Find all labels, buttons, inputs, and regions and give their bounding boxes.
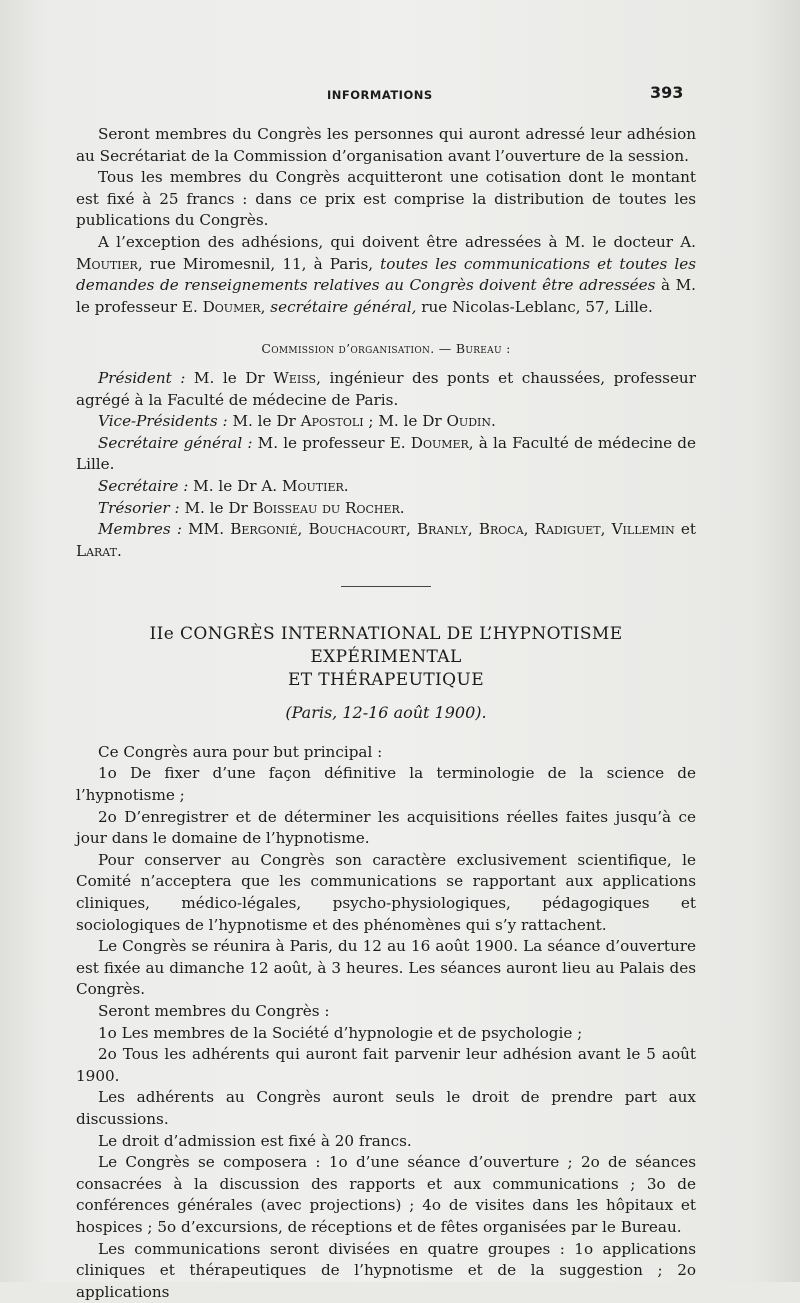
role-label: Président : xyxy=(98,368,186,387)
intro-paragraph-1: Seront membres du Congrès les personnes qui auront adressé leur adhésion au Secrétariat de la Commission d’organisation avant l’ouverture de la session. xyxy=(76,125,696,165)
section-divider xyxy=(341,586,431,587)
congress-paragraph: Seront membres du Congrès : xyxy=(98,1002,330,1020)
person-name: E. Doumer, xyxy=(389,433,474,452)
person-name: Larat. xyxy=(76,541,122,560)
bureau-label: Bureau : xyxy=(451,341,511,357)
text-run: M. le Dr xyxy=(185,368,274,387)
congress-title-line-2: ET THÉRAPEUTIQUE xyxy=(287,670,485,691)
header-title: INFORMATIONS xyxy=(327,88,433,102)
bureau-president xyxy=(76,368,696,411)
congress-paragraph: 1o De fixer d’une façon définitive la terminologie de la science de l’hypnotisme ; xyxy=(76,764,696,805)
text-run: M. le Dr xyxy=(179,498,253,517)
text-run: A l’exception des adhésions, qui doivent être adressées à M. le docteur xyxy=(98,232,673,251)
text-run: rue Nicolas-Leblanc, 57, Lille. xyxy=(416,297,653,316)
bureau-heading xyxy=(76,338,696,360)
text-run: M. le Dr xyxy=(227,412,301,431)
text-run: et xyxy=(674,520,697,539)
text-run: à la Faculté de médecine de Lille. xyxy=(76,433,696,474)
congress-paragraph: 1o Les membres de la Société d’hypnologie et de psychologie ; xyxy=(98,1023,583,1042)
role-label: Trésorier : xyxy=(98,498,180,517)
person-name: Apostoli xyxy=(300,412,364,431)
congress-subtitle: (Paris, 12-16 août 1900). xyxy=(285,703,487,723)
commission-label: Commission d’organisation. — xyxy=(261,341,452,357)
person-names: Bergonié, Bouchacourt, Branly, Broca, Radiguet, Villemin xyxy=(230,520,675,539)
person-name: A. Moutier. xyxy=(261,476,349,495)
bureau-members xyxy=(76,519,696,562)
text-run: M. le Dr xyxy=(188,476,262,495)
bureau-list xyxy=(76,368,696,562)
text-run: M. le professeur xyxy=(252,433,390,452)
role-run: secrétaire général, xyxy=(265,297,417,316)
text-run: ; M. le Dr xyxy=(363,412,447,431)
italic-run: toutes les communications et toutes les demandes de renseignements relatives au Congrès doivent être adressées xyxy=(76,254,696,295)
congress-paragraph: Le Congrès se composera : 1o d’une séance d’ouverture ; 2o de séances consacrées à la discussion des rapports et aux communications ; 3o de conférences générales (avec projections) ; 4o de visites dans les hôpitaux et hospices ; 5o d’excursions, de réceptions et de fêtes organisées par le Bureau. xyxy=(76,1153,696,1236)
page-body xyxy=(76,124,696,1303)
person-name: Weiss, xyxy=(273,368,321,387)
bureau-secretary-general xyxy=(76,433,696,476)
congress-paragraph: 2o Tous les adhérents qui auront fait parvenir leur adhésion avant le 5 août 1900. xyxy=(76,1045,696,1085)
text-run: rue Miromesnil, 11, à Paris, xyxy=(142,254,381,273)
person-name: Oudin. xyxy=(446,412,496,431)
bureau-treasurer xyxy=(76,498,696,520)
congress-title-line-1: IIe CONGRÈS INTERNATIONAL DE L’HYPNOTISME EXPÉRIMENTAL xyxy=(149,624,623,668)
congress-paragraph: Ce Congrès aura pour but principal : xyxy=(98,742,383,761)
text-run: à M. le professeur xyxy=(76,276,696,316)
person-name: Boisseau du Rocher. xyxy=(252,498,405,517)
intro-paragraph-2: Tous les membres du Congrès acquitteront une cotisation dont le montant est fixé à 25 francs : dans ce prix est comprise la distribution de toutes les publications du Congrès. xyxy=(76,168,696,230)
page-number: 393 xyxy=(650,83,684,102)
bureau-secretary xyxy=(76,476,696,498)
text-run: ingénieur des ponts et chaussées, professeur agrégé à la Faculté de médecine de Paris. xyxy=(76,368,696,409)
text-run: MM. xyxy=(181,520,231,539)
congress-paragraph: Les adhérents au Congrès auront seuls le droit de prendre part aux discussions. xyxy=(76,1088,696,1128)
intro-paragraph-3 xyxy=(76,232,696,318)
person-name: E. Doumer, xyxy=(181,297,266,316)
congress-paragraph: Le Congrès se réunira à Paris, du 12 au 16 août 1900. La séance d’ouverture est fixée au dimanche 12 août, à 3 heures. Les séances auront lieu au Palais des Congrès. xyxy=(76,937,696,999)
person-name: A. Moutier, xyxy=(76,232,696,273)
role-label: Vice-Présidents : xyxy=(98,412,228,431)
bureau-vice-presidents xyxy=(76,411,696,433)
role-label: Membres : xyxy=(98,520,182,539)
congress-paragraph: Le droit d’admission est fixé à 20 francs. xyxy=(98,1131,412,1150)
congress-paragraph: Pour conserver au Congrès son caractère exclusivement scientifique, le Comité n’acceptera que les communications se rapportant aux applications cliniques, médico-légales, psycho-physiologiques, pédagogiques et sociologiques de l’hypnotisme et des phénomènes qui s’y rattachent. xyxy=(76,850,696,934)
congress-paragraph: 2o D’enregistrer et de déterminer les acquisitions réelles faites jusqu’à ce jour dans le domaine de l’hypnotisme. xyxy=(76,807,696,848)
congress-paragraph: Les communications seront divisées en quatre groupes : 1o applications cliniques et thérapeutiques de l’hypnotisme et de la suggestion ; 2o applications xyxy=(76,1239,696,1301)
running-header xyxy=(0,83,800,108)
role-label: Secrétaire : xyxy=(98,476,189,495)
role-label: Secrétaire général : xyxy=(98,433,253,452)
